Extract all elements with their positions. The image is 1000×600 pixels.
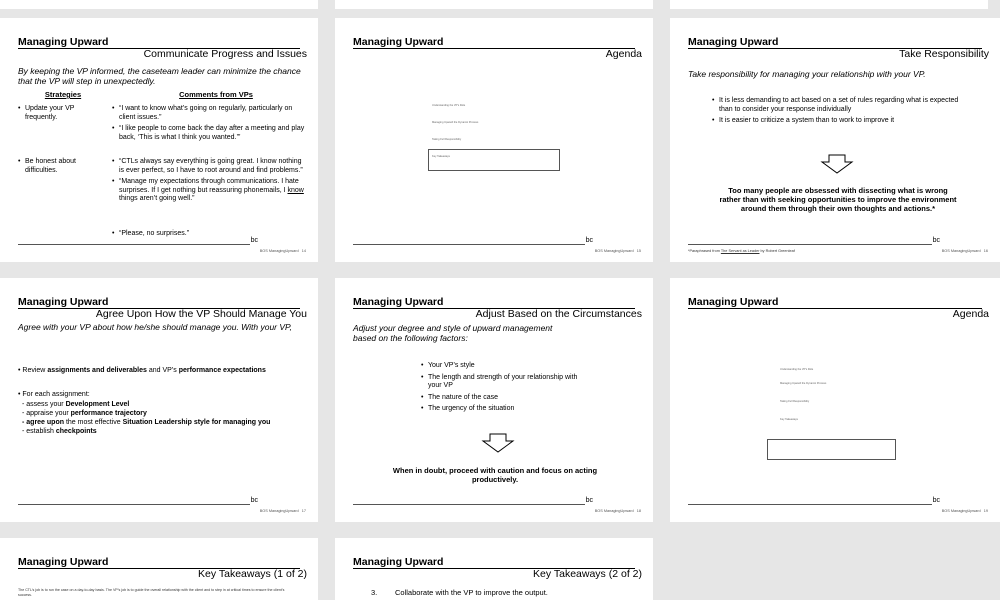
sub-item: - agree upon the most effective Situation Leadership style for managing you [22, 419, 271, 426]
bc-logo: bc [932, 237, 940, 244]
bc-logo: bc [250, 497, 258, 504]
comments-2 [112, 158, 308, 207]
footer-rule [353, 244, 585, 245]
slide-21[interactable] [335, 538, 653, 600]
sub-item: - establish checkpoints [22, 428, 97, 435]
slide-title: Adjust Based on the Circumstances [475, 308, 642, 320]
header-rule [353, 48, 635, 49]
agenda-highlight [767, 439, 896, 460]
for-each-line: • For each assignment: [18, 391, 90, 398]
strategy-2 [18, 158, 106, 178]
quote: Too many people are obsessed with dissecting what is wrong rather than with seeking opportunities to improve the environment around them through their own thoughts and actions.* [719, 186, 957, 213]
footer-rule [688, 504, 932, 505]
slide-15[interactable] [335, 18, 653, 262]
factor: • The length and strength of your relationship with your VP [421, 374, 581, 391]
slide-title: Agenda [605, 48, 642, 60]
slide-header: Managing Upward [688, 36, 779, 48]
comments-1 [112, 105, 308, 145]
conclusion: When in doubt, proceed with caution and focus on acting productively. [392, 466, 598, 484]
footer-rule [18, 244, 250, 245]
agenda-item: Managing Upward the Dynamic Process [780, 382, 827, 385]
agenda-item: Understanding the VP's Role [780, 368, 814, 371]
strategy-text: • Be honest about difficulties. [18, 158, 106, 175]
slide-header: Managing Upward [353, 36, 444, 48]
bc-logo: bc [585, 237, 593, 244]
cut-slide-middle[interactable] [335, 0, 653, 9]
bullet: • It is less demanding to act based on a set of rules regarding what is expected than to consider your response individually [712, 97, 960, 114]
bc-logo: bc [250, 237, 258, 244]
takeaway-1: The CTL’s job is to run the case on a day-to-day basis. The VP’s job is to guide the overall relationship with the client and to step in at critical times to ensure the client’s success. [18, 588, 285, 597]
comment: • “CTLs always say everything is going great. I know nothing is ever perfect, so I have to root around and find problems.” [112, 158, 308, 175]
bc-logo: bc [932, 497, 940, 504]
agenda-item: Understanding the VP's Role [432, 104, 466, 107]
sub-item: - assess your Development Level [22, 401, 130, 408]
bullet-list [712, 97, 960, 129]
agenda-item: Taking Full Responsibility [432, 138, 462, 141]
slide-header: Managing Upward [353, 556, 444, 568]
agenda-highlight [428, 149, 560, 171]
comment: • “Please, no surprises.” [112, 230, 308, 239]
agenda-item: Key Takeaways [432, 155, 450, 158]
cut-slide-right[interactable] [670, 0, 988, 9]
slide-18[interactable] [335, 278, 653, 522]
factor: • The nature of the case [421, 394, 581, 403]
footer: BOS ManagingUpward 19 [941, 509, 988, 513]
footer-rule [688, 244, 932, 245]
strategy-1 [18, 105, 106, 125]
strategies-header: Strategies [44, 90, 82, 99]
factor-list [421, 362, 581, 417]
down-arrow-icon [820, 154, 854, 174]
factor: • The urgency of the situation [421, 405, 581, 414]
comment: • “I like people to come back the day after a meeting and play back, ‘This is what I think you wanted.’” [112, 125, 308, 142]
cut-slide-left[interactable] [0, 0, 318, 9]
slide-header: Managing Upward [688, 296, 779, 308]
slide-20[interactable] [0, 538, 318, 600]
slide-title: Communicate Progress and Issues [143, 48, 307, 60]
comments-3 [112, 230, 308, 242]
footer-rule [18, 504, 250, 505]
bullet: • It is easier to criticize a system than to work to improve it [712, 117, 960, 126]
slide-header: Managing Upward [18, 556, 109, 568]
slide-intro: By keeping the VP informed, the caseteam leader can minimize the chance that the VP will step in unexpectedly. [18, 66, 301, 86]
slide-intro: Adjust your degree and style of upward management based on the following factors: [353, 323, 553, 343]
slide-header: Managing Upward [353, 296, 444, 308]
slide-header: Managing Upward [18, 296, 109, 308]
agenda-item: Managing Upward the Dynamic Process [432, 121, 479, 124]
footnote: *Paraphrased from The Servant as Leader by Robert Greenleaf [688, 249, 795, 253]
factor: • Your VP’s style [421, 362, 581, 371]
slide-16[interactable] [670, 18, 1000, 262]
footer: BOS ManagingUpward 15 [594, 249, 641, 253]
footer-rule [353, 504, 585, 505]
header-rule [688, 308, 982, 309]
takeaway-number: 3. [371, 588, 378, 597]
comment: • “Manage my expectations through communications. I hate surprises. If I get nothing but reassuring phonemails, I know things aren’t going well.” [112, 178, 308, 204]
slide-19[interactable] [670, 278, 1000, 522]
slide-title: Take Responsibility [899, 48, 989, 60]
slide-17[interactable] [0, 278, 318, 522]
footer: BOS ManagingUpward 16 [941, 249, 988, 253]
slide-intro: Take responsibility for managing your relationship with your VP. [688, 69, 926, 79]
comment: • “I want to know what’s going on regularly, particularly on client issues.” [112, 105, 308, 122]
footer: BOS ManagingUpward 17 [259, 509, 306, 513]
strategy-text: • Update your VP frequently. [18, 105, 106, 122]
slide-title: Agenda [952, 308, 989, 320]
down-arrow-icon [481, 433, 515, 453]
bc-logo: bc [585, 497, 593, 504]
agenda-item: Taking Full Responsibility [780, 400, 810, 403]
slide-header: Managing Upward [18, 36, 109, 48]
slide-14[interactable] [0, 18, 318, 262]
slide-intro: Agree with your VP about how he/she should manage you. With your VP, [18, 322, 292, 332]
review-line: • Review assignments and deliverables and VP’s performance expectations [18, 367, 266, 374]
sub-item: - appraise your performance trajectory [22, 410, 147, 417]
slide-title: Agree Upon How the VP Should Manage You [95, 308, 307, 320]
footer: BOS ManagingUpward 18 [594, 509, 641, 513]
takeaway-3: Collaborate with the VP to improve the output. [395, 588, 548, 597]
footer: BOS ManagingUpward 14 [259, 249, 306, 253]
agenda-item: Key Takeaways [780, 418, 798, 421]
comments-header: Comments from VPs [179, 90, 253, 99]
slide-title: Key Takeaways (2 of 2) [533, 568, 642, 580]
slide-title: Key Takeaways (1 of 2) [198, 568, 307, 580]
